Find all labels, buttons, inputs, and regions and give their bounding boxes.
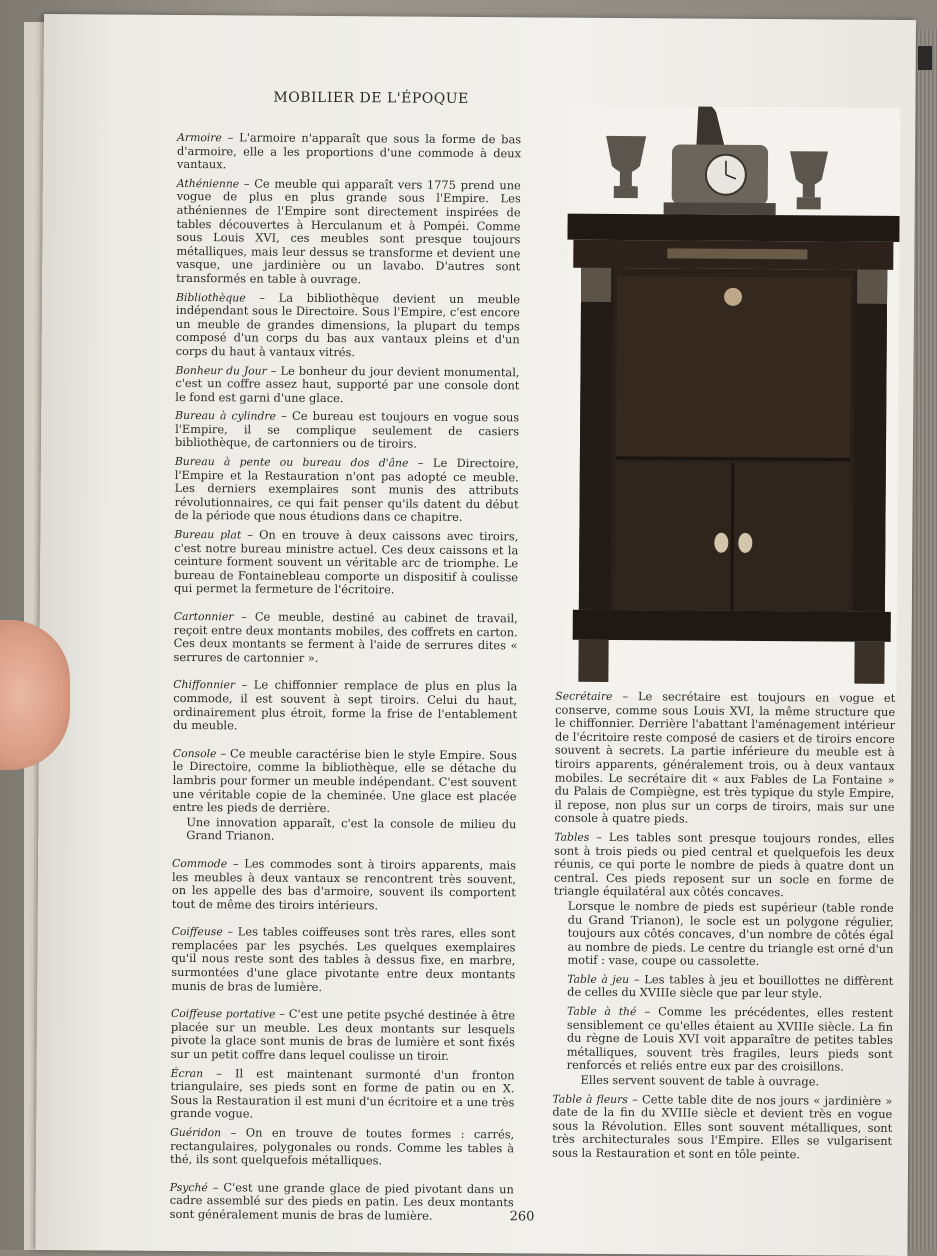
glossary-term: Commode <box>172 857 227 870</box>
glossary-entry <box>176 290 520 360</box>
glossary-entry <box>170 1181 514 1224</box>
glossary-definition: – On en trouve à deux caissons avec tiroirs, c'est notre bureau ministre actuel. Ces deux caissons et la ceinture forment souvent un véritable arc de triomphe. Le bureau de Fontainebleau comporte un dispositif à coulisse qui permet la fermeture de l'écritoire. <box>174 527 518 596</box>
glossary-term: Console <box>173 747 217 760</box>
secretaire-illustration <box>564 106 900 698</box>
glossary-term: Guéridon <box>170 1126 221 1139</box>
glossary-definition: – Les tables sont presque toujours rondes, elles sont à trois pieds ou pied central et quelquefois les deux réunis, ce qui porte le nombre de pieds à quatre dont un central. Ces pieds reposent sur un socle en forme de triangle équilatéral aux côtés concaves. <box>554 830 894 900</box>
glossary-entry <box>552 1092 892 1162</box>
glossary-term: Bonheur du Jour <box>175 363 266 377</box>
furniture-photo <box>564 106 900 698</box>
mantel-clock-icon <box>664 106 777 215</box>
urn-right-icon <box>790 151 828 209</box>
glossary-term: Bureau à pente ou bureau dos d'âne <box>175 455 409 470</box>
glossary-entry <box>174 528 518 598</box>
glossary-definition: – C'est une grande glace de pied pivotant dans un cadre assemblé sur des pieds en patin. Les deux montants sont généralement munis de bras de lumière. <box>170 1180 514 1223</box>
glossary-definition: – Le bonheur du jour devient monumental, c'est un coffre assez haut, supporté par une console dont le fond est garni d'une glace. <box>175 363 519 405</box>
glossary-definition: – Il est maintenant surmonté d'un fronton triangulaire, ses pieds sont en forme de patin ou en X. Sous la Restauration il est muni d'un écritoire et a une très grande vogue. <box>170 1066 514 1121</box>
page-header: MOBILIER DE L'ÉPOQUE <box>273 90 468 107</box>
glossary-definition: – Le Directoire, l'Empire et la Restauration n'ont pas adopté ce meuble. Les derniers exemplaires sont munis des attributs révolutionnaires, ce qui fait penser qu'ils datent du début de la période que nous étudions dans ce chapitre. <box>174 456 518 525</box>
right-column <box>552 690 895 1168</box>
glossary-entry <box>173 678 517 735</box>
urn-left-icon <box>606 136 646 198</box>
glossary-entry <box>176 177 521 288</box>
glossary-definition: – Le chiffonnier remplace de plus en plus la commode, il est souvent à sept tiroirs. Celui du haut, ordinairement plus étroit, forme la frise de l'entablement du meuble. <box>173 678 517 733</box>
glossary-term: Table à thé <box>567 1005 636 1018</box>
glossary-term: Coiffeuse portative <box>171 1007 276 1021</box>
glossary-entry <box>553 1005 894 1090</box>
bookmark-tab <box>918 46 932 70</box>
glossary-entry <box>172 857 516 914</box>
glossary-term: Chiffonnier <box>173 678 235 691</box>
glossary-term: Secrétaire <box>555 690 612 703</box>
glossary-term: Écran <box>171 1067 204 1080</box>
glossary-entry <box>177 131 521 174</box>
glossary-definition: – On en trouve de toutes formes : carrés, rectangulaires, polygonales ou ronds. Comme les tables à thé, ils sont quelquefois métalliques. <box>170 1125 514 1167</box>
glossary-definition: – C'est une petite psyché destinée à être placée sur un meuble. Les deux montants sur lesquels pivote la glace sont munis de bras de lumière et sont fixés sur un petit coffre dans lequel coulisse un tiroir. <box>171 1007 515 1063</box>
book-page <box>35 14 916 1256</box>
glossary-continuation: Une innovation apparaît, c'est la console de milieu du Grand Trianon. <box>172 816 516 846</box>
glossary-term: Bureau plat <box>174 528 241 541</box>
left-column <box>170 131 522 1229</box>
page-number: 260 <box>510 1209 535 1224</box>
glossary-entry <box>170 1067 514 1124</box>
glossary-definition: – Les tables coiffeuses sont très rares, elles sont remplacées par les psychés. Les quelques exemplaires qu'il nous reste sont des tables à dessus fixe, en marbre, surmontées d'une glace pivotante entre deux montants munis de bras de lumière. <box>171 925 515 994</box>
glossary-definition: – Le secrétaire est toujours en vogue et conserve, comme sous Louis XVI, la même structure que le chiffonnier. Derrière l'abattant l'aménagement intérieur de l'écritoire reste composé de casiers et de tiroirs encore souvent à secrets. La partie inférieure du meuble est à tiroirs apparents, généralement trois, ou à deux vantaux mobiles. Le secrétaire dit « aux Fables de La Fontaine » du Palais de Compiègne, est très typique du style Empire, il repose, non plus sur un corps de tiroirs, mais sur une console à quatre pieds. <box>554 689 895 826</box>
glossary-continuation: Elles servent souvent de table à ouvrage. <box>567 1074 893 1090</box>
glossary-definition: – Ce meuble, destiné au cabinet de travail, reçoit entre deux montants mobiles, des coffrets en carton. Ces deux montants se ferment à l'aide de serrures dites « serrures de cartonnier ». <box>173 609 517 664</box>
glossary-term: Coiffeuse <box>172 925 223 938</box>
glossary-definition: – Ce meuble qui apparaît vers 1775 prend une vogue de plus en plus grande sous l'Empire. Les athéniennes de l'Empire sont directement inspirées de tables découvertes à Herculanum et à Pompéi. Comme sous Louis XVI, ces meubles sont presque toujours métalliques, mais leur dessus se transforme et devient une vasque, une jardinière ou un lavabo. D'autres sont transformés en table à ouvrage. <box>176 176 521 286</box>
glossary-term: Table à fleurs <box>552 1092 627 1106</box>
glossary-definition: – Cette table dite de nos jours « jardinière » date de la fin du XVIIIe siècle et devient très en vogue sous la Révolution. Elles sont souvent métalliques, sont très architecturales sous l'Empire. Elles se vulgarisent sous la Restauration et sont en tôle peinte. <box>552 1092 892 1162</box>
glossary-definition: – Comme les précédentes, elles restent sensiblement ce qu'elles étaient au XVIIIe siècle. La fin du règne de Louis XVI voit apparaître de petites tables métalliques, souvent très fragiles, leurs pieds sont renforcés et reliés entre eux par des croisillons. <box>567 1004 893 1074</box>
glossary-definition: – Ce meuble caractérise bien le style Empire. Sous le Directoire, comme la bibliothèque, elle se détache du lambris pour former un meuble indépendant. C'est souvent une véritable copie de la cheminée. Une glace est placée entre les pieds de derrière. <box>172 746 516 815</box>
glossary-entry <box>171 925 515 995</box>
glossary-definition: – Les tables à jeu et bouillottes ne diffèrent de celles du XVIIIe siècle que par leur style. <box>567 972 893 1001</box>
glossary-definition: – La bibliothèque devient un meuble indépendant sous le Directoire. Sous l'Empire, c'est encore un meuble de grandes dimensions, la plupart du temps composé d'un corps du bas aux vantaux pleins et d'un corps du haut à vantaux vitrés. <box>176 290 520 359</box>
glossary-entry <box>174 455 518 525</box>
glossary-term: Bureau à cylindre <box>175 409 276 423</box>
glossary-entry <box>171 1007 515 1064</box>
glossary-term: Tables <box>554 831 589 844</box>
glossary-term: Athénienne <box>177 177 239 190</box>
glossary-term: Cartonnier <box>174 610 234 623</box>
glossary-definition: – Ce bureau est toujours en vogue sous l'Empire, il se complique seulement de casiers bibliothèque, de cartonniers ou de tiroirs. <box>175 409 519 451</box>
glossary-term: Armoire <box>177 131 222 144</box>
glossary-entry <box>553 831 894 970</box>
glossary-term: Psyché <box>170 1181 208 1194</box>
glossary-term: Bibliothèque <box>176 290 246 303</box>
glossary-term: Table à jeu <box>567 973 629 986</box>
glossary-definition: – L'armoire n'apparaît que sous la forme de bas d'armoire, elle a les proportions d'une commode à deux vantaux. <box>177 130 521 171</box>
glossary-continuation: Lorsque le nombre de pieds est supérieur (table ronde du Grand Trianon), le socle est un polygone régulier, toujours aux côtés concaves, d'un nombre de côtés égal au nombre de pieds. Le centre du triangle est orné d'un motif : vase, coupe ou cassolette. <box>553 899 893 969</box>
glossary-entry <box>554 690 895 828</box>
glossary-definition: – Les commodes sont à tiroirs apparents, mais les meubles à deux vantaux se rencontrent très souvent, on les appelle des bas d'armoire, souvent ils comportent tout de même des tiroirs intérieurs. <box>172 856 516 912</box>
glossary-entry <box>173 610 517 667</box>
glossary-entry <box>175 363 519 406</box>
glossary-entry <box>175 409 519 452</box>
glossary-entry <box>553 972 893 1002</box>
glossary-entry <box>170 1126 514 1169</box>
glossary-entry <box>172 747 517 846</box>
